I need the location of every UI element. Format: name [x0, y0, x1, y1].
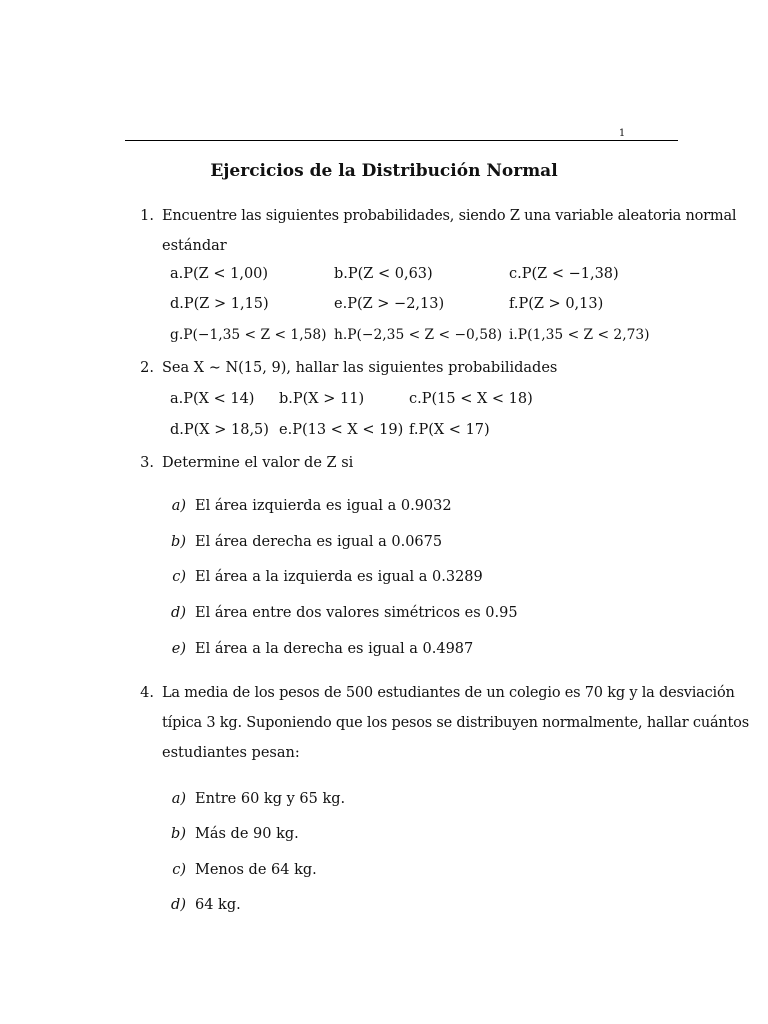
- q1-item-e: e.P(Z > −2,13): [334, 296, 445, 312]
- q3-item-a-text: El área izquierda es igual a 0.9032: [195, 498, 452, 514]
- q3-item-d-text: El área entre dos valores simétricos es 0.95: [195, 605, 518, 621]
- q4-item-d-text: 64 kg.: [195, 897, 241, 913]
- q4-text-line2: típica 3 kg. Suponiendo que los pesos se distribuyen normalmente, hallar cuántos: [162, 715, 749, 731]
- q1-item-d: d.P(Z > 1,15): [170, 296, 269, 312]
- q3-item-d-label: d): [171, 605, 186, 621]
- q1-item-b: b.P(Z < 0,63): [334, 266, 433, 282]
- q3-item-e-text: El área a la derecha es igual a 0.4987: [195, 641, 474, 657]
- q2-item-f: f.P(X < 17): [409, 422, 490, 438]
- q3-item-c-label: c): [172, 569, 186, 585]
- q4-item-a-text: Entre 60 kg y 65 kg.: [195, 791, 346, 807]
- q3-item-e-label: e): [171, 641, 186, 657]
- q3-item-b-label: b): [171, 534, 186, 550]
- page-title: Ejercicios de la Distribución Normal: [210, 161, 558, 181]
- q1-text-line2: estándar: [162, 238, 227, 254]
- q3-number: 3.: [140, 455, 154, 471]
- q4-text-line3: estudiantes pesan:: [162, 745, 300, 761]
- q4-item-b-label: b): [171, 826, 186, 842]
- q1-item-a: a.P(Z < 1,00): [170, 266, 269, 282]
- q2-item-b: b.P(X > 11): [279, 391, 365, 407]
- q4-item-b-text: Más de 90 kg.: [195, 826, 299, 842]
- q1-item-h: h.P(−2,35 < Z < −0,58): [334, 327, 503, 343]
- q4-text-line1: La media de los pesos de 500 estudiantes de un colegio es 70 kg y la desviación: [162, 685, 735, 701]
- q1-item-i: i.P(1,35 < Z < 2,73): [509, 327, 650, 343]
- q2-item-d: d.P(X > 18,5): [170, 422, 269, 438]
- q2-item-a: a.P(X < 14): [170, 391, 255, 407]
- q3-item-c-text: El área a la izquierda es igual a 0.3289: [195, 569, 483, 585]
- q1-number: 1.: [140, 208, 154, 224]
- q3-item-b-text: El área derecha es igual a 0.0675: [195, 534, 443, 550]
- q2-item-e: e.P(13 < X < 19): [279, 422, 404, 438]
- q2-number: 2.: [140, 360, 154, 376]
- q4-item-d-label: d): [171, 897, 186, 913]
- q4-item-c-text: Menos de 64 kg.: [195, 862, 317, 878]
- q2-text-line1: Sea X ∼ N(15, 9), hallar las siguientes probabilidades: [162, 360, 558, 376]
- q1-item-f: f.P(Z > 0,13): [509, 296, 604, 312]
- q4-number: 4.: [140, 685, 154, 701]
- q1-item-c: c.P(Z < −1,38): [509, 266, 619, 282]
- q1-text-line1: Encuentre las siguientes probabilidades, siendo Z una variable aleatoria normal: [162, 208, 737, 224]
- header-rule: [125, 140, 678, 141]
- q4-item-c-label: c): [172, 862, 186, 878]
- q3-text-line1: Determine el valor de Z si: [162, 455, 354, 471]
- page-number: 1: [618, 128, 626, 139]
- q3-item-a-label: a): [171, 498, 186, 514]
- q2-item-c: c.P(15 < X < 18): [409, 391, 533, 407]
- q4-item-a-label: a): [171, 791, 186, 807]
- q1-item-g: g.P(−1,35 < Z < 1,58): [170, 327, 327, 343]
